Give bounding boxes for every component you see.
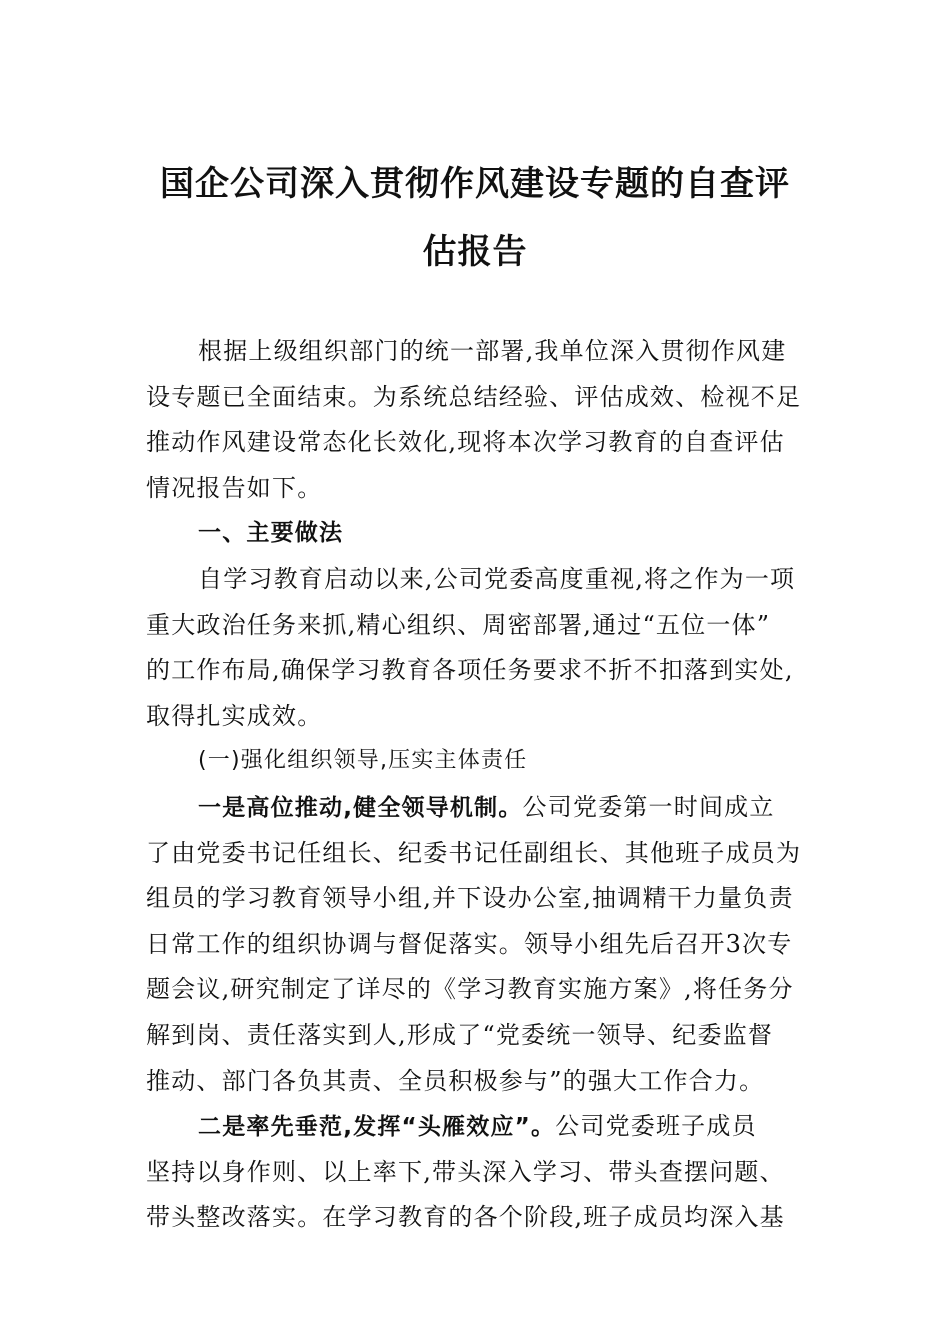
document-body <box>146 336 810 1248</box>
body-line: 设专题已全面结束。为系统总结经验、评估成效、检视不足 <box>146 382 802 411</box>
body-line: 带头整改落实。在学习教育的各个阶段,班子成员均深入基 <box>146 1203 785 1232</box>
body-line: 取得扎实成效。 <box>146 701 323 730</box>
document-title-line-1: 国企公司深入贯彻作风建设专题的自查评 <box>160 164 790 204</box>
body-line: 坚持以身作则、以上率下,带头深入学习、带头查摆问题、 <box>146 1157 785 1186</box>
body-line: 情况报告如下。 <box>146 473 323 502</box>
body-line: 组员的学习教育领导小组,并下设办公室,抽调精干力量负责 <box>146 884 794 913</box>
subsection-heading: (一)强化组织领导,压实主体责任 <box>198 748 528 774</box>
paragraph-text: 公司党委第一时间成立 <box>522 792 775 821</box>
body-line: 推动、部门各负其责、全员积极参与”的强大工作合力。 <box>146 1066 765 1095</box>
body-line: 重大政治任务来抓,精心组织、周密部署,通过“五位一体” <box>146 610 771 639</box>
body-line: 的工作布局,确保学习教育各项任务要求不折不扣落到实处, <box>146 656 794 685</box>
body-line: 解到岗、责任落实到人,形成了“党委统一领导、纪委监督 <box>146 1020 774 1049</box>
body-line: 日常工作的组织协调与督促落实。领导小组先后召开3次专 <box>146 929 793 958</box>
document-title-line-2: 估报告 <box>422 232 528 272</box>
paragraph-lead: 一是高位推动,健全领导机制。 <box>198 794 523 821</box>
body-line: 了由党委书记任组长、纪委书记任副组长、其他班子成员为 <box>146 838 802 867</box>
paragraph-first-line <box>146 792 810 838</box>
paragraph-first-line <box>146 1111 810 1157</box>
body-line: 自学习教育启动以来,公司党委高度重视,将之作为一项 <box>198 564 796 593</box>
paragraph-text: 公司党委班子成员 <box>555 1112 757 1141</box>
body-line: 根据上级组织部门的统一部署,我单位深入贯彻作风建 <box>198 337 787 365</box>
paragraph-lead: 二是率先垂范,发挥“头雁效应”。 <box>198 1114 556 1141</box>
section-heading: 一、主要做法 <box>198 520 344 547</box>
body-line: 推动作风建设常态化长效化,现将本次学习教育的自查评估 <box>146 428 785 457</box>
body-line: 题会议,研究制定了详尽的《学习教育实施方案》,将任务分 <box>146 975 794 1004</box>
